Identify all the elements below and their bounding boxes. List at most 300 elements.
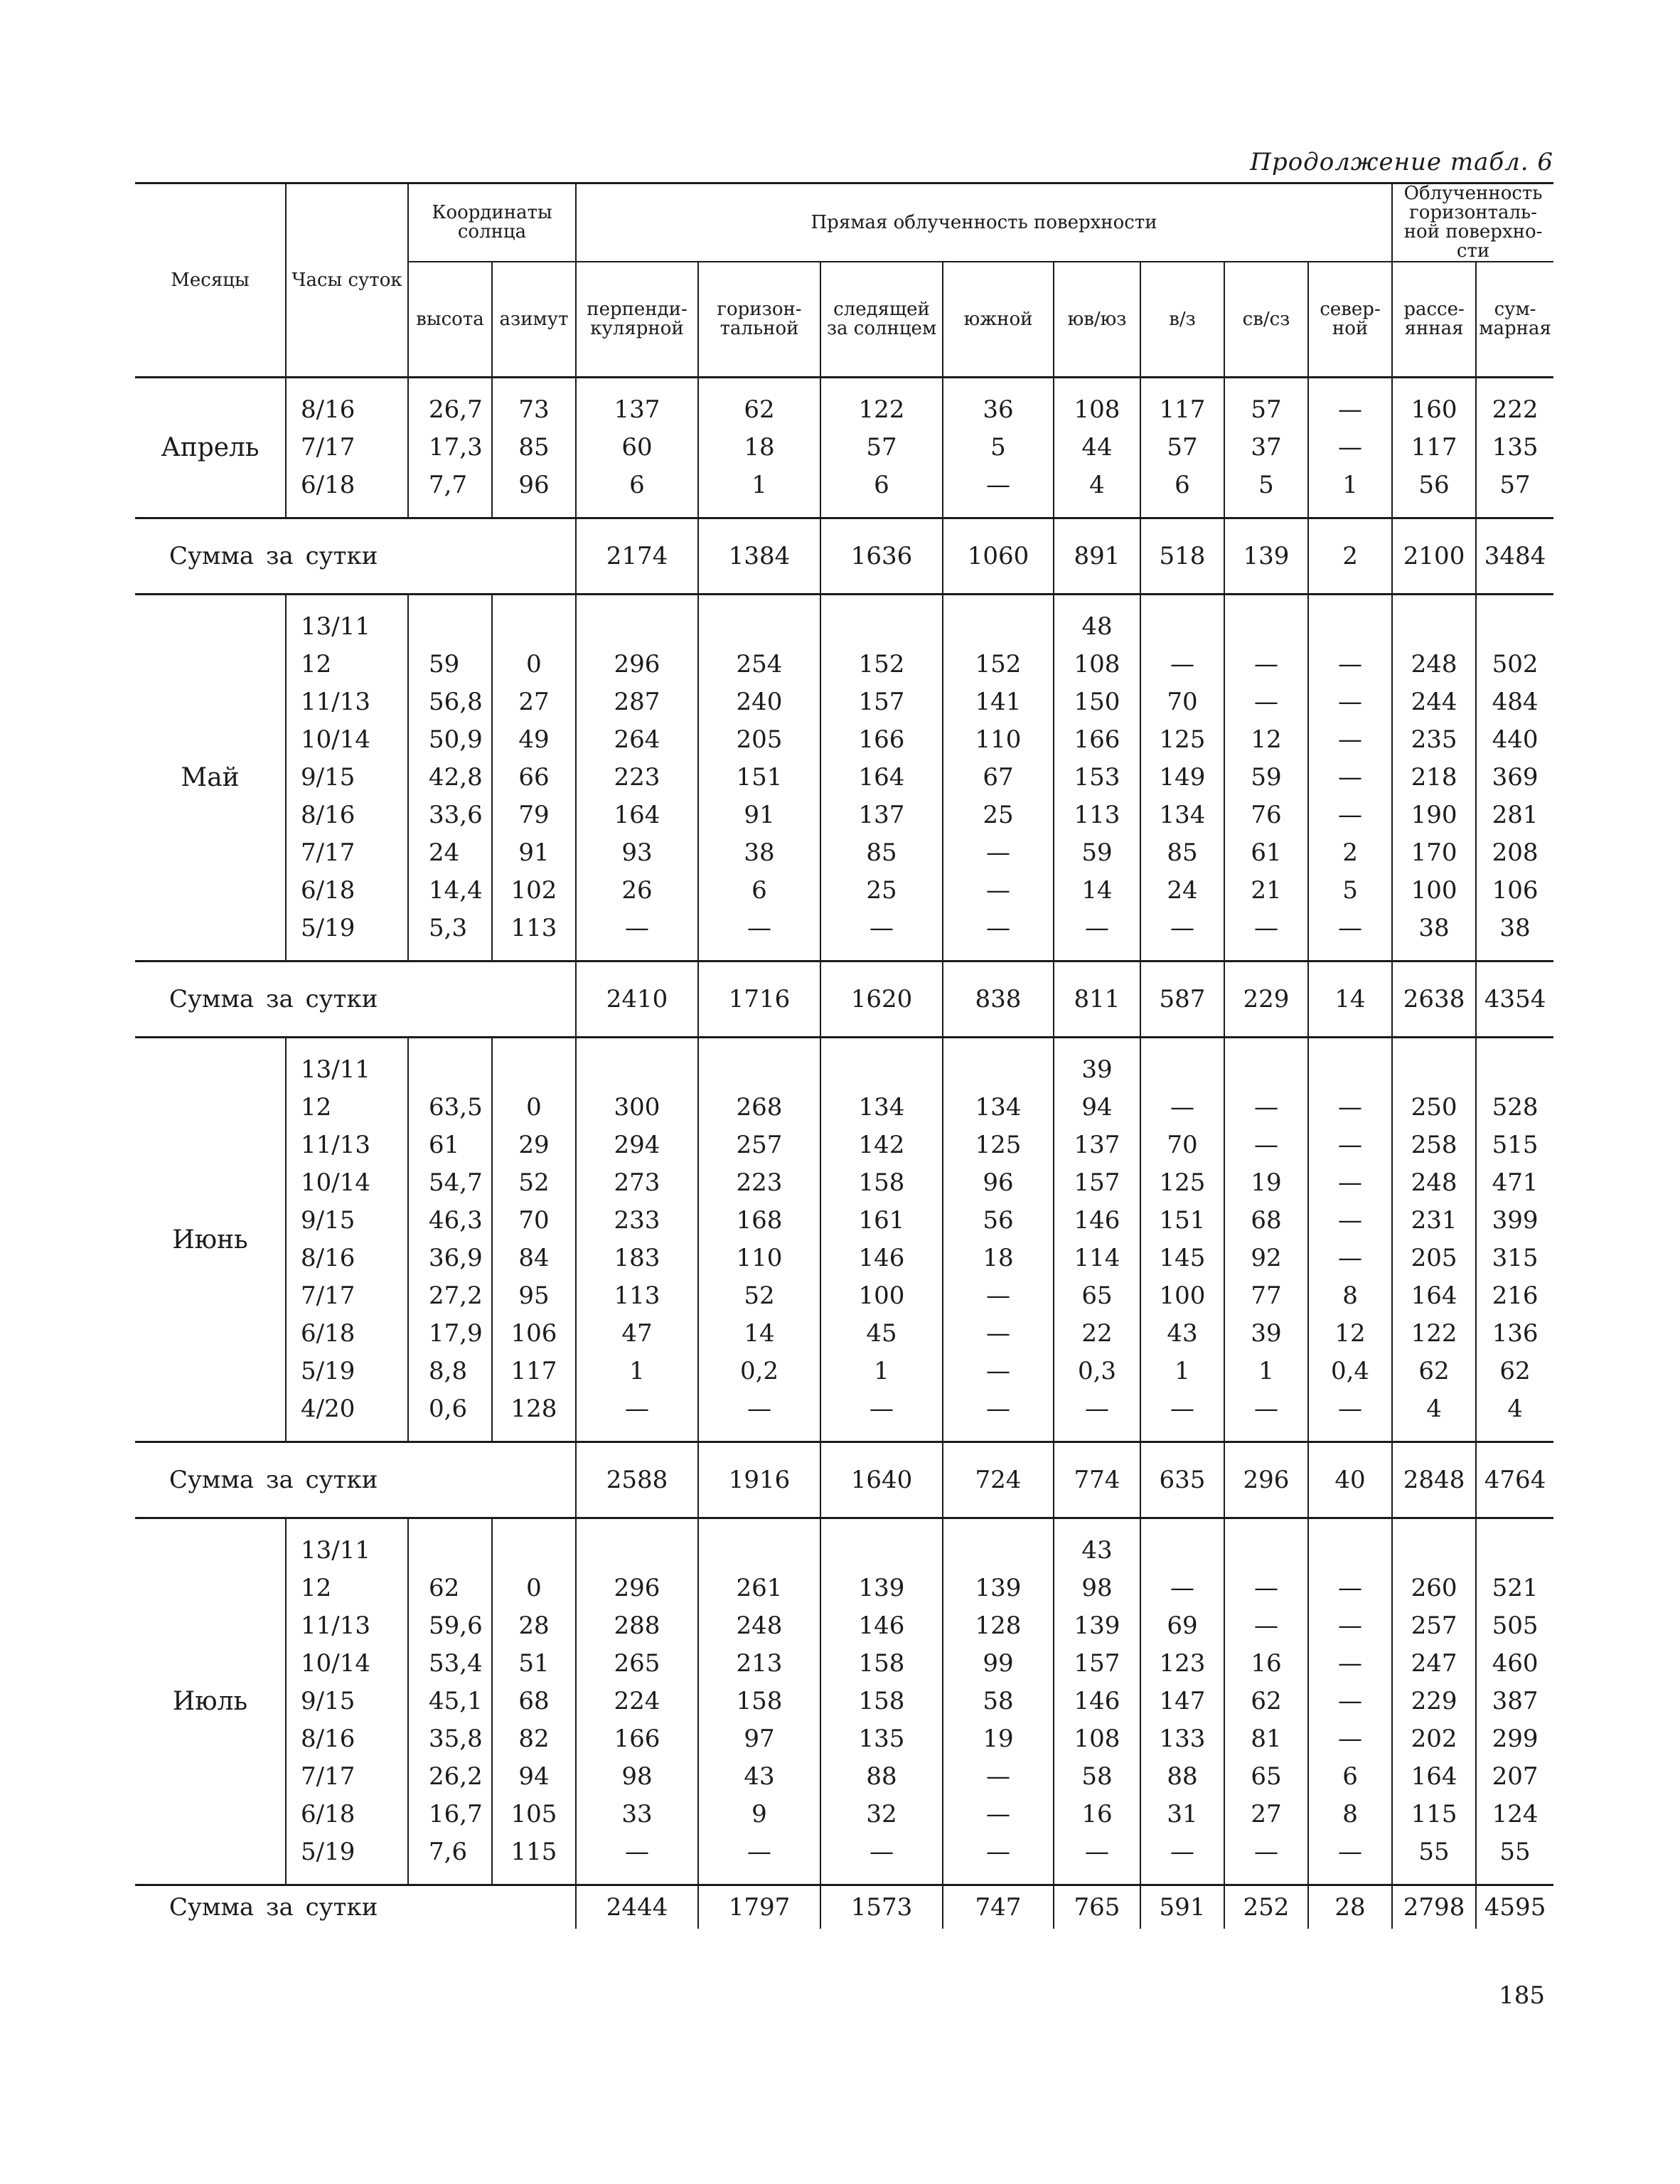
value-cell: 57	[1224, 391, 1308, 429]
hours-cell: 12	[286, 646, 408, 683]
value-cell: 73	[492, 391, 576, 429]
hours-cell: 13/11	[286, 608, 408, 646]
value-cell: 17,3	[408, 429, 492, 467]
daily-sum-value: 724	[943, 1442, 1054, 1518]
value-cell: 62	[408, 1570, 492, 1607]
spacer-cell	[943, 504, 1054, 518]
value-cell: —	[1224, 1089, 1308, 1126]
daily-sum-value: 765	[1054, 1885, 1140, 1929]
table-row	[135, 1277, 1553, 1315]
value-cell	[820, 1532, 943, 1570]
value-cell: 113	[576, 1277, 698, 1315]
value-cell: 113	[1054, 797, 1140, 834]
spacer-cell	[943, 1518, 1054, 1533]
value-cell: 88	[820, 1758, 943, 1796]
spacer-cell	[1308, 1428, 1392, 1442]
value-cell: 160	[1392, 391, 1476, 429]
spacer-cell	[698, 1428, 820, 1442]
value-cell: 36,9	[408, 1240, 492, 1277]
header-sun-coords: Координаты солнца	[408, 183, 576, 262]
header-south: южной	[943, 262, 1054, 378]
value-cell: 254	[698, 646, 820, 683]
value-cell: 33	[576, 1796, 698, 1833]
spacer-cell	[698, 1038, 820, 1052]
value-cell: 296	[576, 646, 698, 683]
daily-sum-value: 2638	[1392, 962, 1476, 1038]
value-cell: 146	[1054, 1202, 1140, 1240]
value-cell: 261	[698, 1570, 820, 1607]
spacer-cell	[1308, 595, 1392, 609]
daily-sum-value: 774	[1054, 1442, 1140, 1518]
value-cell	[492, 1051, 576, 1089]
value-cell: 147	[1140, 1683, 1224, 1720]
value-cell: 27	[1224, 1796, 1308, 1833]
value-cell	[1308, 1051, 1392, 1089]
value-cell	[1224, 1051, 1308, 1089]
value-cell: 63,5	[408, 1089, 492, 1126]
table-row	[135, 1315, 1553, 1353]
value-cell: 77	[1224, 1277, 1308, 1315]
spacer-cell	[1224, 595, 1308, 609]
spacer-cell	[698, 1518, 820, 1533]
spacer-cell	[286, 595, 408, 609]
value-cell: 8	[1308, 1796, 1392, 1833]
spacer-cell	[1476, 947, 1553, 962]
value-cell: 94	[1054, 1089, 1140, 1126]
daily-sum-value: 2	[1308, 518, 1392, 595]
value-cell: 471	[1476, 1164, 1553, 1202]
value-cell: 265	[576, 1645, 698, 1683]
spacer-cell	[1392, 378, 1476, 392]
value-cell: 70	[492, 1202, 576, 1240]
value-cell: 58	[943, 1683, 1054, 1720]
value-cell: 12	[1308, 1315, 1392, 1353]
daily-sum-value: 1620	[820, 962, 943, 1038]
value-cell	[576, 608, 698, 646]
value-cell: 43	[1054, 1532, 1140, 1570]
value-cell: —	[1224, 1126, 1308, 1164]
value-cell: 29	[492, 1126, 576, 1164]
value-cell: 0	[492, 1570, 576, 1607]
value-cell: 4	[1054, 467, 1140, 504]
value-cell: 5	[1224, 467, 1308, 504]
value-cell: —	[943, 1796, 1054, 1833]
value-cell: 264	[576, 721, 698, 759]
value-cell: 43	[698, 1758, 820, 1796]
value-cell: 102	[492, 872, 576, 910]
spacer-cell	[1392, 1038, 1476, 1052]
value-cell: 137	[820, 797, 943, 834]
value-cell: 14	[1054, 872, 1140, 910]
spacer-cell	[1224, 1871, 1308, 1885]
value-cell: 36	[943, 391, 1054, 429]
value-cell: 123	[1140, 1645, 1224, 1683]
spacer-row	[135, 1518, 1553, 1533]
value-cell	[1140, 1532, 1224, 1570]
spacer-cell	[135, 947, 286, 962]
daily-sum-value: 2410	[576, 962, 698, 1038]
hours-cell: 4/20	[286, 1390, 408, 1428]
table-row	[135, 1353, 1553, 1390]
value-cell: 54,7	[408, 1164, 492, 1202]
value-cell: 122	[1392, 1315, 1476, 1353]
spacer-cell	[492, 1428, 576, 1442]
value-cell: 19	[943, 1720, 1054, 1758]
value-cell: 117	[492, 1353, 576, 1390]
hours-cell: 8/16	[286, 1720, 408, 1758]
header-altitude: высота	[408, 262, 492, 378]
value-cell: 128	[492, 1390, 576, 1428]
header-tracking: следящей за солнцем	[820, 262, 943, 378]
value-cell	[820, 1051, 943, 1089]
value-cell: 134	[1140, 797, 1224, 834]
table-row	[135, 467, 1553, 504]
table-row	[135, 1758, 1553, 1796]
value-cell: 48	[1054, 608, 1140, 646]
value-cell: 44	[1054, 429, 1140, 467]
daily-sum-value: 4595	[1476, 1885, 1553, 1929]
value-cell: 59,6	[408, 1607, 492, 1645]
table-row	[135, 797, 1553, 834]
value-cell: 88	[1140, 1758, 1224, 1796]
header-diffuse: рассе- янная	[1392, 262, 1476, 378]
value-cell	[1476, 608, 1553, 646]
value-cell: 149	[1140, 759, 1224, 797]
value-cell: 1	[698, 467, 820, 504]
value-cell: 164	[1392, 1758, 1476, 1796]
value-cell: 224	[576, 1683, 698, 1720]
value-cell: 528	[1476, 1089, 1553, 1126]
hours-cell: 5/19	[286, 910, 408, 947]
value-cell: 6	[1308, 1758, 1392, 1796]
value-cell: 115	[492, 1833, 576, 1871]
value-cell: 161	[820, 1202, 943, 1240]
value-cell: 7,7	[408, 467, 492, 504]
hours-cell: 9/15	[286, 1683, 408, 1720]
value-cell: 281	[1476, 797, 1553, 834]
spacer-cell	[492, 378, 576, 392]
spacer-cell	[1476, 378, 1553, 392]
header-horizontal-irradiance: Облученность горизонталь- ной поверхно- сти	[1392, 183, 1553, 262]
value-cell: 18	[943, 1240, 1054, 1277]
hours-cell: 6/18	[286, 1796, 408, 1833]
value-cell: —	[1308, 391, 1392, 429]
value-cell: —	[943, 1277, 1054, 1315]
value-cell: —	[1308, 797, 1392, 834]
value-cell: —	[943, 834, 1054, 872]
value-cell: 218	[1392, 759, 1476, 797]
spacer-cell	[1140, 1871, 1224, 1885]
value-cell: 106	[1476, 872, 1553, 910]
value-cell: —	[1308, 1164, 1392, 1202]
spacer-cell	[286, 1038, 408, 1052]
spacer-cell	[698, 595, 820, 609]
value-cell	[943, 1532, 1054, 1570]
spacer-cell	[1476, 1038, 1553, 1052]
month-name: Июнь	[172, 1225, 248, 1255]
value-cell: 287	[576, 683, 698, 721]
value-cell: 168	[698, 1202, 820, 1240]
hours-cell: 8/16	[286, 1240, 408, 1277]
spacer-cell	[408, 1428, 492, 1442]
value-cell: 1	[576, 1353, 698, 1390]
value-cell: 502	[1476, 646, 1553, 683]
value-cell: —	[1308, 759, 1392, 797]
value-cell: 136	[1476, 1315, 1553, 1353]
spacer-cell	[820, 1038, 943, 1052]
value-cell: 95	[492, 1277, 576, 1315]
value-cell: —	[1224, 683, 1308, 721]
value-cell: 79	[492, 797, 576, 834]
table-row	[135, 872, 1553, 910]
hours-cell: 5/19	[286, 1353, 408, 1390]
value-cell: 0	[492, 1089, 576, 1126]
hours-cell: 7/17	[286, 1758, 408, 1796]
value-cell: 16	[1054, 1796, 1140, 1833]
hours-cell: 9/15	[286, 759, 408, 797]
table-row	[135, 429, 1553, 467]
table-row	[135, 1202, 1553, 1240]
value-cell: 399	[1476, 1202, 1553, 1240]
value-cell: 98	[576, 1758, 698, 1796]
value-cell: 70	[1140, 1126, 1224, 1164]
value-cell: 57	[1140, 429, 1224, 467]
daily-sum-value: 4354	[1476, 962, 1553, 1038]
value-cell: —	[820, 1390, 943, 1428]
value-cell: 7,6	[408, 1833, 492, 1871]
value-cell: 37	[1224, 429, 1308, 467]
spacer-cell	[1392, 1871, 1476, 1885]
value-cell: —	[1054, 1833, 1140, 1871]
value-cell: 1	[820, 1353, 943, 1390]
spacer-cell	[135, 1038, 286, 1052]
table-row	[135, 910, 1553, 947]
spacer-cell	[1054, 1518, 1140, 1533]
value-cell	[1392, 1051, 1476, 1089]
spacer-cell	[1392, 947, 1476, 962]
spacer-cell	[820, 1428, 943, 1442]
table-row	[135, 683, 1553, 721]
spacer-cell	[408, 1038, 492, 1052]
value-cell: 0,2	[698, 1353, 820, 1390]
table-row	[135, 1720, 1553, 1758]
value-cell: 105	[492, 1796, 576, 1833]
value-cell	[698, 608, 820, 646]
value-cell: —	[1140, 1833, 1224, 1871]
spacer-cell	[1054, 1038, 1140, 1052]
value-cell: 248	[1392, 646, 1476, 683]
daily-sum-label: Сумма за сутки	[135, 518, 576, 595]
header-ne-nw: св/сз	[1224, 262, 1308, 378]
value-cell: 0	[492, 646, 576, 683]
header-months: Месяцы	[135, 183, 286, 378]
value-cell: 460	[1476, 1645, 1553, 1683]
value-cell: —	[1308, 1607, 1392, 1645]
spacer-cell	[492, 1871, 576, 1885]
value-cell: 24	[408, 834, 492, 872]
value-cell: 114	[1054, 1240, 1140, 1277]
spacer-cell	[1476, 1871, 1553, 1885]
spacer-cell	[1476, 1518, 1553, 1533]
daily-sum-value: 2174	[576, 518, 698, 595]
table-row	[135, 759, 1553, 797]
spacer-cell	[1140, 504, 1224, 518]
daily-sum-value: 518	[1140, 518, 1224, 595]
value-cell: 146	[820, 1240, 943, 1277]
value-cell: 125	[943, 1126, 1054, 1164]
daily-sum-value: 252	[1224, 1885, 1308, 1929]
hours-cell: 5/19	[286, 1833, 408, 1871]
value-cell: 45	[820, 1315, 943, 1353]
spacer-cell	[1054, 378, 1140, 392]
spacer-cell	[408, 504, 492, 518]
daily-sum-row	[135, 962, 1553, 1038]
spacer-row	[135, 1428, 1553, 1442]
value-cell: —	[1308, 1089, 1392, 1126]
spacer-cell	[1054, 504, 1140, 518]
spacer-cell	[286, 1518, 408, 1533]
value-cell: —	[698, 1833, 820, 1871]
daily-sum-value: 838	[943, 962, 1054, 1038]
value-cell: 122	[820, 391, 943, 429]
daily-sum-row	[135, 1885, 1553, 1929]
table-row	[135, 608, 1553, 646]
value-cell: 96	[492, 467, 576, 504]
value-cell: 6	[698, 872, 820, 910]
daily-sum-value: 229	[1224, 962, 1308, 1038]
value-cell: —	[1308, 721, 1392, 759]
value-cell: 93	[576, 834, 698, 872]
value-cell: 164	[576, 797, 698, 834]
value-cell: 139	[943, 1570, 1054, 1607]
spacer-row	[135, 595, 1553, 609]
spacer-cell	[1054, 1428, 1140, 1442]
value-cell: 133	[1140, 1720, 1224, 1758]
value-cell: 0,4	[1308, 1353, 1392, 1390]
value-cell: —	[1308, 1570, 1392, 1607]
value-cell: —	[1224, 1833, 1308, 1871]
table-row	[135, 1796, 1553, 1833]
value-cell: 26,7	[408, 391, 492, 429]
value-cell: —	[943, 1833, 1054, 1871]
value-cell: 22	[1054, 1315, 1140, 1353]
daily-sum-value: 2444	[576, 1885, 698, 1929]
spacer-cell	[1392, 1518, 1476, 1533]
value-cell: 8,8	[408, 1353, 492, 1390]
header-total: сум- марная	[1476, 262, 1553, 378]
value-cell: 248	[698, 1607, 820, 1645]
value-cell: 43	[1140, 1315, 1224, 1353]
value-cell: 97	[698, 1720, 820, 1758]
value-cell: 62	[698, 391, 820, 429]
value-cell: 50,9	[408, 721, 492, 759]
value-cell: 387	[1476, 1683, 1553, 1720]
spacer-cell	[408, 947, 492, 962]
value-cell: —	[698, 910, 820, 947]
table-row	[135, 721, 1553, 759]
spacer-cell	[943, 947, 1054, 962]
value-cell: —	[943, 1390, 1054, 1428]
spacer-cell	[1308, 1038, 1392, 1052]
daily-sum-value: 4764	[1476, 1442, 1553, 1518]
value-cell: 300	[576, 1089, 698, 1126]
value-cell: —	[1308, 1390, 1392, 1428]
header-horizontal: горизон- тальной	[698, 262, 820, 378]
value-cell: 258	[1392, 1126, 1476, 1164]
value-cell: —	[1054, 910, 1140, 947]
spacer-row	[135, 378, 1553, 392]
hours-cell: 7/17	[286, 834, 408, 872]
value-cell: 250	[1392, 1089, 1476, 1126]
daily-sum-value: 2100	[1392, 518, 1476, 595]
spacer-cell	[492, 595, 576, 609]
value-cell: —	[943, 872, 1054, 910]
table-header	[135, 183, 1553, 378]
value-cell: 2	[1308, 834, 1392, 872]
value-cell: —	[820, 910, 943, 947]
spacer-cell	[286, 947, 408, 962]
value-cell: 115	[1392, 1796, 1476, 1833]
solar-irradiance-table	[135, 182, 1553, 1929]
hours-cell: 7/17	[286, 1277, 408, 1315]
value-cell: 145	[1140, 1240, 1224, 1277]
value-cell: 110	[698, 1240, 820, 1277]
spacer-cell	[1392, 504, 1476, 518]
value-cell: 8	[1308, 1277, 1392, 1315]
value-cell: 207	[1476, 1758, 1553, 1796]
value-cell: 137	[1054, 1126, 1140, 1164]
value-cell: 56	[943, 1202, 1054, 1240]
value-cell: 235	[1392, 721, 1476, 759]
spacer-cell	[576, 1038, 698, 1052]
value-cell: —	[1224, 910, 1308, 947]
value-cell: 26,2	[408, 1758, 492, 1796]
value-cell: 38	[698, 834, 820, 872]
value-cell: 84	[492, 1240, 576, 1277]
spacer-cell	[576, 595, 698, 609]
value-cell: 166	[576, 1720, 698, 1758]
spacer-cell	[1140, 1038, 1224, 1052]
spacer-cell	[943, 595, 1054, 609]
value-cell: 152	[943, 646, 1054, 683]
spacer-cell	[286, 378, 408, 392]
spacer-cell	[820, 1871, 943, 1885]
daily-sum-value: 747	[943, 1885, 1054, 1929]
spacer-cell	[408, 1871, 492, 1885]
value-cell: —	[1308, 910, 1392, 947]
value-cell: 62	[1224, 1683, 1308, 1720]
value-cell: 82	[492, 1720, 576, 1758]
spacer-cell	[135, 1871, 286, 1885]
value-cell: 247	[1392, 1645, 1476, 1683]
value-cell: 61	[408, 1126, 492, 1164]
spacer-cell	[492, 1038, 576, 1052]
table-row	[135, 1532, 1553, 1570]
value-cell: —	[1308, 1240, 1392, 1277]
value-cell: 166	[1054, 721, 1140, 759]
table-row	[135, 1645, 1553, 1683]
value-cell: 5,3	[408, 910, 492, 947]
hours-cell: 12	[286, 1570, 408, 1607]
spacer-cell	[492, 504, 576, 518]
spacer-cell	[820, 595, 943, 609]
value-cell: —	[943, 467, 1054, 504]
value-cell: 117	[1392, 429, 1476, 467]
value-cell: 216	[1476, 1277, 1553, 1315]
value-cell: 57	[1476, 467, 1553, 504]
header-direct-irradiance: Прямая облученность поверхности	[576, 183, 1392, 262]
value-cell: 25	[820, 872, 943, 910]
